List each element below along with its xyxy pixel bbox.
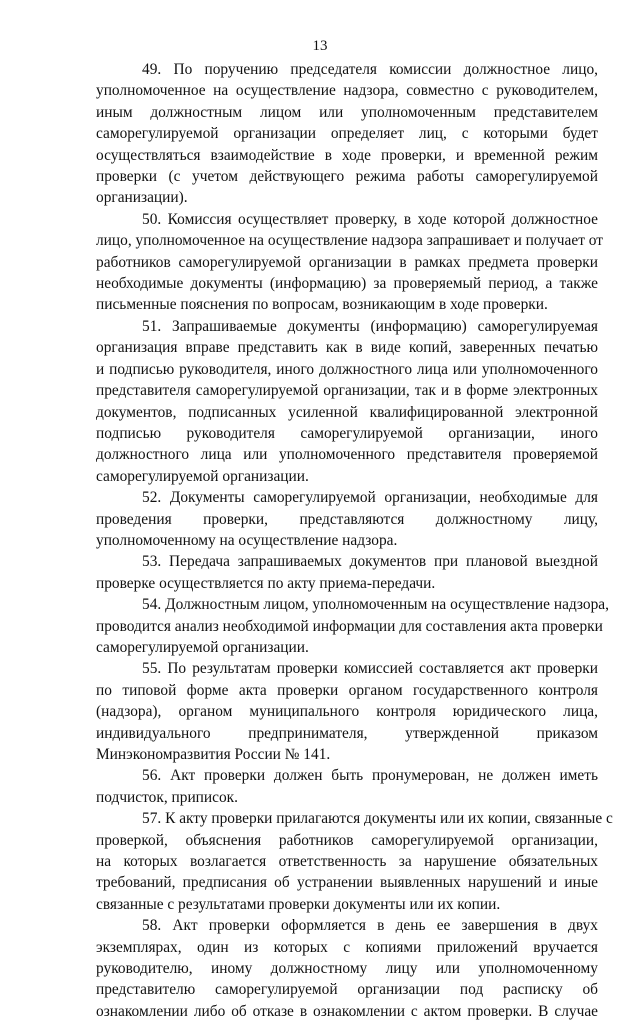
text-line: проводится анализ необходимой информации для составления акта проверки (96, 617, 603, 635)
text-line: подчисток, приписок. (96, 788, 239, 806)
text-line: (надзора), органом муниципального контроля юридического лица, (96, 703, 598, 721)
text-line: руководителю, иному должностному лицу или уполномоченному (96, 960, 598, 978)
text-line: необходимые документы (информацию) за проверяемый период, а также (96, 275, 598, 293)
text-line: иным должностным лицом или уполномоченным представителем (96, 103, 598, 121)
page-number: 13 (312, 38, 328, 54)
text-line: индивидуального предпринимателя, утвержденной приказом (96, 724, 598, 742)
text-line: представителя саморегулируемой организации, так и в форме электронных (96, 382, 598, 400)
text-line: Минэкономразвития России № 141. (96, 746, 331, 763)
text-line: саморегулируемой организации определяет лиц, с которыми будет (96, 125, 598, 143)
text-line: работников саморегулируемой организации в рамках предмета проверки (96, 253, 598, 271)
text-line: подписью руководителя саморегулируемой организации, иного (96, 424, 598, 442)
text-line: 58. Акт проверки оформляется в день ее завершения в двух (142, 917, 598, 935)
text-line: лицо, уполномоченное на осуществление надзора запрашивает и получает от (96, 232, 603, 250)
text-line: должностного лица или уполномоченного представителя проверяемой (96, 446, 598, 464)
text-line: на которых возлагается ответственность за нарушение обязательных (96, 853, 598, 871)
text-line: представителю саморегулируемой организации под расписку об (96, 981, 598, 999)
text-line: проверкой, объяснения работников саморегулируемой организации, (96, 831, 598, 849)
text-line: саморегулируемой организации. (96, 638, 309, 656)
body-text (96, 59, 613, 1022)
text-line: проверке осуществляется по акту приема-передачи. (96, 574, 436, 592)
text-line: уполномоченное на осуществление надзора, совместно с руководителем, (96, 82, 598, 100)
text-line: 55. По результатам проверки комиссией составляется акт проверки (142, 660, 598, 678)
text-line: организации). (96, 189, 188, 207)
text-line: саморегулируемой организации. (96, 467, 309, 485)
text-line: 49. По поручению председателя комиссии должностное лицо, (142, 61, 598, 78)
text-line: осуществляться взаимодействие в ходе проверки, и временной режим (96, 146, 598, 164)
text-line: ознакомлении либо об отказе в ознакомлении с актом проверки. В случае (96, 1002, 598, 1020)
text-line: 54. Должностным лицом, уполномоченным на осуществление надзора, (142, 596, 609, 614)
text-line: 52. Документы саморегулируемой организации, необходимые для (142, 489, 598, 507)
text-line: и подписью руководителя, иного должностного лица или уполномоченного (96, 360, 598, 378)
text-line: экземплярах, один из которых с копиями приложений вручается (96, 938, 598, 956)
text-line: 56. Акт проверки должен быть пронумерован, не должен иметь (142, 767, 598, 785)
text-line: документов, подписанных усиленной квалифицированной электронной (96, 403, 598, 421)
text-line: уполномоченному на осуществление надзора. (96, 531, 398, 549)
text-line: проведения проверки, представляются должностному лицу, (96, 510, 598, 528)
text-line: письменные пояснения по вопросам, возникающим в ходе проверки. (96, 296, 548, 314)
text-line: 57. К акту проверки прилагаются документы или их копии, связанные с (142, 810, 613, 828)
text-line: связанные с результатами проверки документы или их копии. (96, 895, 501, 913)
text-line: 50. Комиссия осуществляет проверку, в ходе которой должностное (142, 210, 598, 228)
text-line: 51. Запрашиваемые документы (информацию) саморегулируемая (142, 317, 598, 335)
text-line: 53. Передача запрашиваемых документов при плановой выездной (142, 553, 598, 571)
text-line: проверки (с учетом действующего режима работы саморегулируемой (96, 168, 598, 186)
text-line: требований, предписания об устранении выявленных нарушений и иные (96, 874, 598, 892)
text-line: по типовой форме акта проверки органом государственного контроля (96, 681, 598, 699)
text-line: организация вправе представить как в виде копий, заверенных печатью (96, 339, 598, 357)
